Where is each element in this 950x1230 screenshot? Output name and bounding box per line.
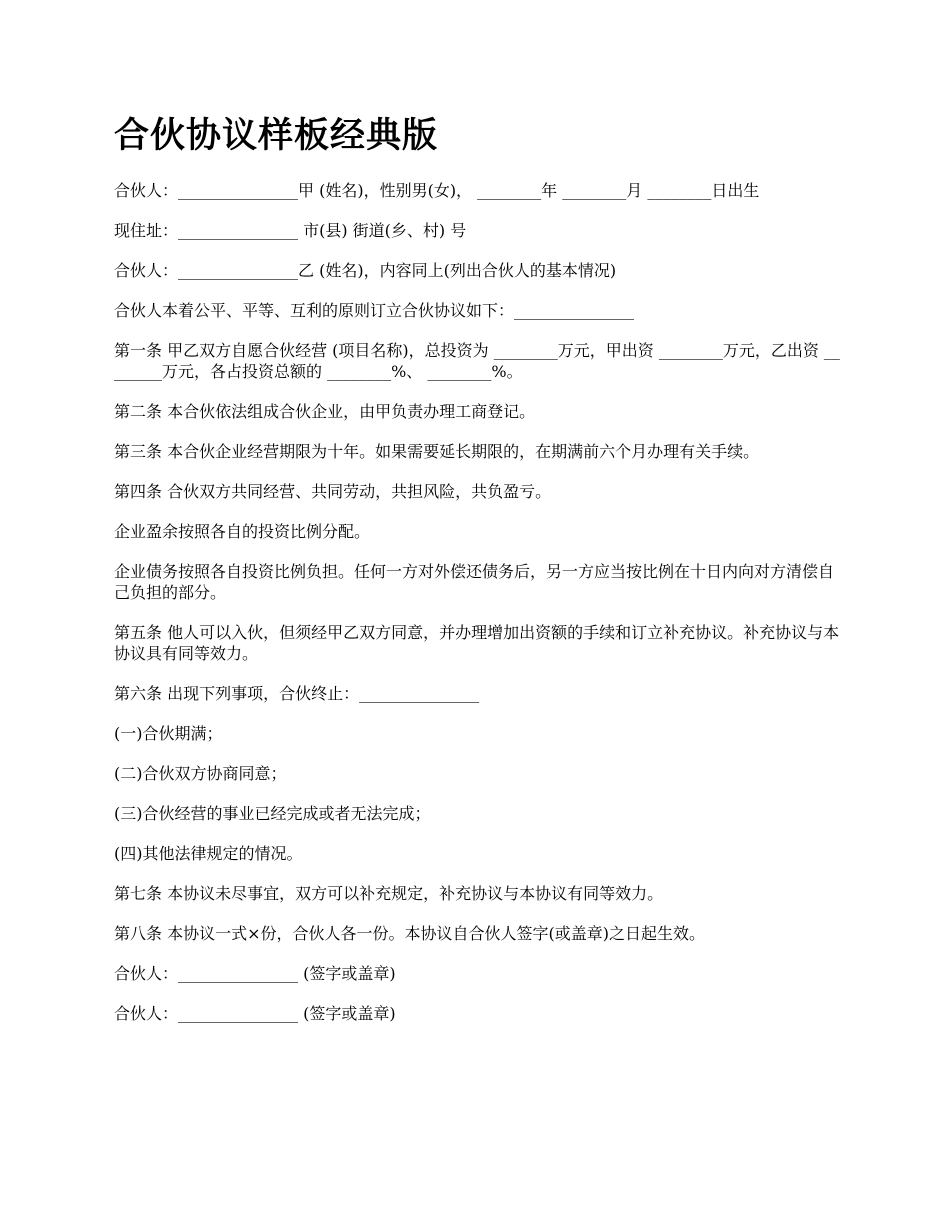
article-6: 第六条 出现下列事项，合伙终止：_______________ xyxy=(114,684,480,703)
article-5: 第五条 他人可以入伙，但须经甲乙双方同意，并办理增加出资额的手续和订立补充协议。补充协议与本协议具有同等效力。 xyxy=(114,623,840,663)
article-4: 第四条 合伙双方共同经营、共同劳动，共担风险，共负盈亏。 xyxy=(114,482,552,501)
page-title: 合伙协议样板经典版 xyxy=(114,116,439,156)
article-3: 第三条 本合伙企业经营期限为十年。如果需要延长期限的，在期满前六个月办理有关手续。 xyxy=(114,442,760,461)
article-1: 第一条 甲乙双方自愿合伙经营 (项目名称)，总投资为 ________万元，甲出资 ________万元，乙出资 ________万元，各占投资总额的 ________%、 ________%。 xyxy=(114,341,840,381)
document-body xyxy=(114,112,842,1043)
article-8: 第八条 本协议一式×份，合伙人各一份。本协议自合伙人签字(或盖章)之日起生效。 xyxy=(114,924,705,943)
signature-line-1: 合伙人：_______________ (签字或盖章) xyxy=(114,964,396,983)
termination-item-3: (三)合伙经营的事业已经完成或者无法完成； xyxy=(114,804,431,823)
article-2: 第二条 本合伙依法组成合伙企业，由甲负责办理工商登记。 xyxy=(114,402,536,421)
signature-line-2: 合伙人：_______________ (签字或盖章) xyxy=(114,1004,396,1023)
termination-item-2: (二)合伙双方协商同意； xyxy=(114,764,287,783)
address-line: 现住址：_______________ 市(县) 街道(乡、村) 号 xyxy=(114,221,467,240)
preamble: 合伙人本着公平、平等、互利的原则订立合伙协议如下：_______________ xyxy=(114,301,635,320)
profit-distribution: 企业盈余按照各自的投资比例分配。 xyxy=(114,522,371,541)
termination-item-1: (一)合伙期满； xyxy=(114,724,223,743)
termination-item-4: (四)其他法律规定的情况。 xyxy=(114,844,303,863)
debt-allocation: 企业债务按照各自投资比例负担。任何一方对外偿还债务后，另一方应当按比例在十日内向对方清偿自己负担的部分。 xyxy=(114,562,835,602)
partner-a-info: 合伙人：_______________甲 (姓名)，性别男(女)， ________年 ________月 ________日出生 xyxy=(114,181,760,200)
article-7: 第七条 本协议未尽事宜，双方可以补充规定，补充协议与本协议有同等效力。 xyxy=(114,884,664,903)
partner-b-info: 合伙人：_______________乙 (姓名)，内容同上(列出合伙人的基本情况) xyxy=(114,261,617,280)
